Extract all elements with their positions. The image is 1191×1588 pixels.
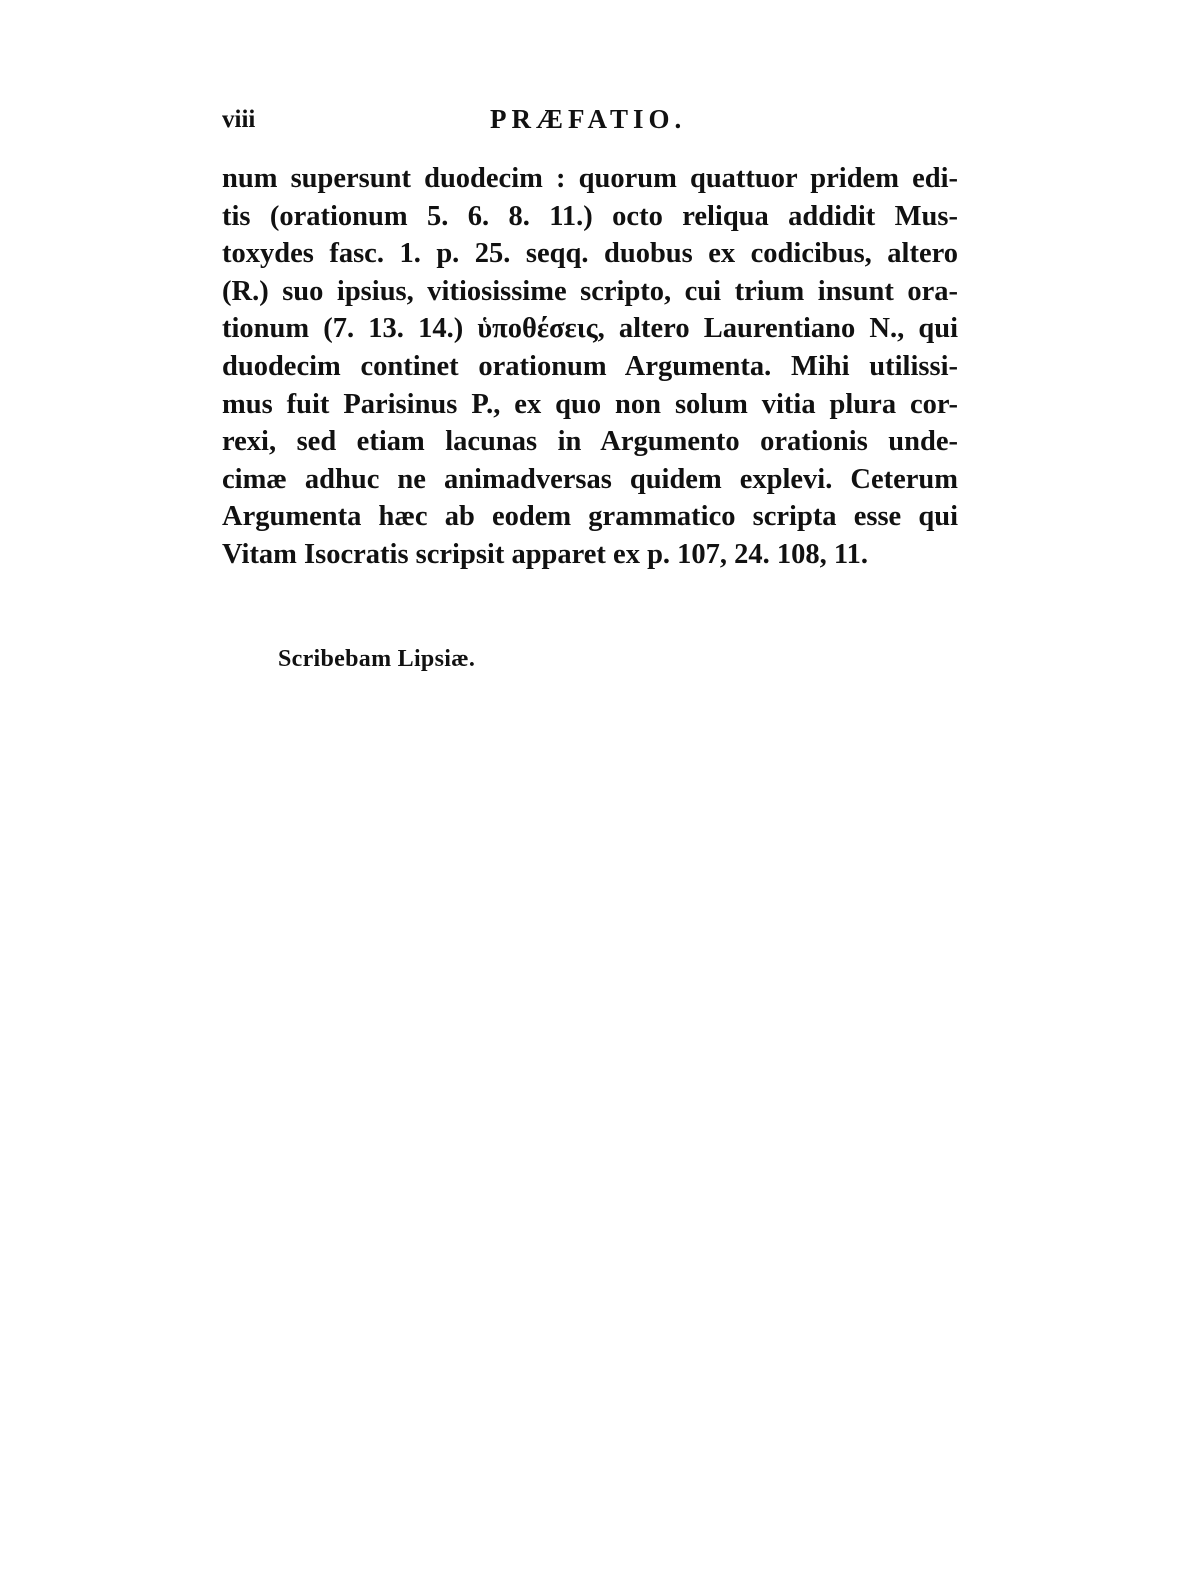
text-line: Vitam Isocratis scripsit apparet ex p. 107, 24. 108, 11. (222, 538, 868, 570)
preface-paragraph (222, 160, 958, 574)
text-line: toxydes fasc. 1. p. 25. seqq. duobus ex codicibus, altero (222, 238, 958, 270)
page-title: PRÆFATIO. (490, 104, 687, 134)
text-line: Argumenta hæc ab eodem grammatico scripta esse qui (222, 501, 958, 533)
closing-signature: Scribebam Lipsiæ. (278, 646, 476, 672)
text-line: rexi, sed etiam lacunas in Argumento orationis unde- (222, 426, 958, 458)
text-line: num supersunt duodecim : quorum quattuor pridem edi- (222, 163, 958, 194)
running-head (222, 104, 958, 144)
text-line: tionum (7. 13. 14.) ὑποθέσεις, altero Laurentiano N., qui (222, 313, 958, 345)
page-number: viii (222, 106, 256, 133)
text-line: (R.) suo ipsius, vitiosissime scripto, cui trium insunt ora- (222, 275, 958, 307)
text-line: duodecim continet orationum Argumenta. Mihi utilissi- (222, 350, 958, 382)
text-line: cimæ adhuc ne animadversas quidem explevi. Ceterum (222, 463, 958, 495)
text-line: tis (orationum 5. 6. 8. 11.) octo reliqua addidit Mus- (222, 200, 958, 232)
text-line: mus fuit Parisinus P., ex quo non solum vitia plura cor- (222, 388, 958, 420)
